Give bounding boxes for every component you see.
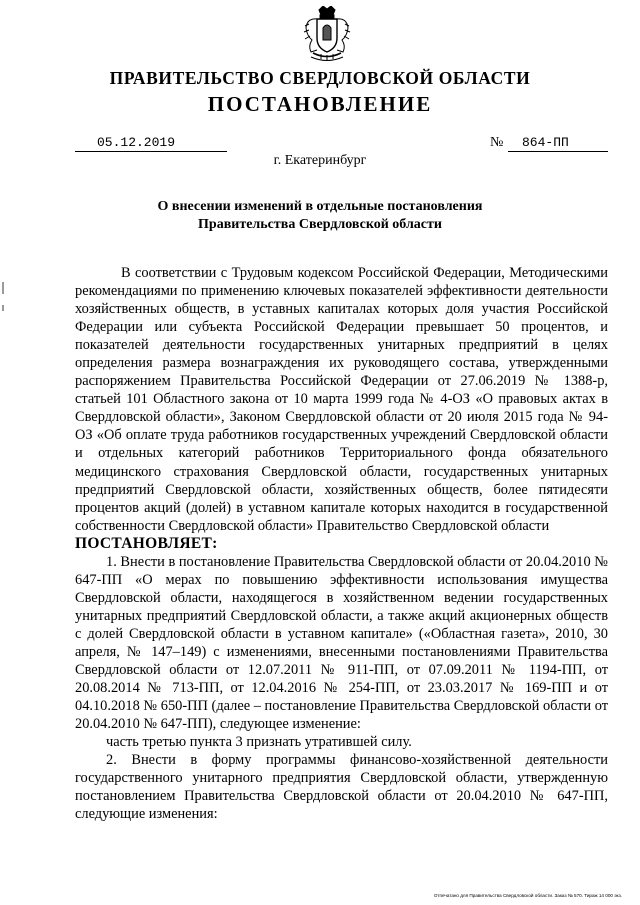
item-1-subparagraph: часть третью пункта 3 признать утратившей силу. (106, 734, 412, 751)
document-city: г. Екатеринбург (273, 153, 367, 168)
document-number: 864-ПП (508, 134, 608, 152)
item-1-paragraph: 1. Внести в постановление Правительства Свердловской области от 20.04.2010 № 647-ПП «О мерах по повышению эффективности использования имущества Свердловской области, находящегося в хозяйственном ведении государственных унитарных предприятий Свердловской области, а также акций акционерных обществ с долей Свердловской области в уставном капитале» («Областная газета», 2010, 30 апреля, № 147–149) с изменениями, внесенными постановлениями Правительства Свердловской области от 12.07.2011 № 911-ПП, от 07.09.2011 № 1194-ПП, от 20.08.2014 № 713-ПП, от 12.04.2016 № 254-ПП, от 23.03.2017 № 169-ПП и от 04.10.2018 № 650-ПП (далее – постановление Правительства Свердловской области от 20.04.2010 № 647-ПП), следующее изменение: (75, 553, 608, 733)
document-body (75, 264, 608, 823)
margin-mark (2, 305, 4, 311)
document-type: ПОСТАНОВЛЕНИЕ (207, 92, 433, 116)
item-2-paragraph: 2. Внести в форму программы финансово-хозяйственной деятельности государственного унитарного предприятия Свердловской области, утвержденную постановлением Правительства Свердловской области от 20.04.2010 № 647-ПП, следующие изменения: (75, 752, 608, 823)
preamble-paragraph: В соответствии с Трудовым кодексом Российской Федерации, Методическими рекомендациями по применению ключевых показателей эффективности деятельности хозяйственных обществ, в уставных капиталах которых доля участия Российской Федерации или субъекта Российской Федерации превышает 50 процентов, и показателей деятельности государственных унитарных предприятий в целях определения размера вознаграждения их руководящего состава, утвержденными распоряжением Правительства Российской Федерации от 27.06.2019 № 1388-р, статьей 101 Областного закона от 10 марта 1999 года № 4-ОЗ «О правовых актах в Свердловской области», Законом Свердловской области от 20 июля 2015 года № 94-ОЗ «Об оплате труда работников государственных учреждений Свердловской области и отдельных категорий работников Территориального фонда обязательного медицинского страхования Свердловской области, государственных унитарных предприятий Свердловской области, хозяйственных обществ, более пятидесяти процентов акций (долей) в уставном капитале которых находится в государственной собственности Свердловской области» Правительство Свердловской области (75, 265, 608, 534)
title-line-1: О внесении изменений в отдельные постановления (157, 199, 483, 214)
document-date: 05.12.2019 (75, 134, 227, 152)
title-line-2: Правительства Свердловской области (198, 217, 442, 232)
resolves-heading: ПОСТАНОВЛЯЕТ: (75, 534, 218, 552)
print-footer-note: Отпечатано для Правительства Свердловской области. Заказ № 570. Тираж 14 000 экз. (433, 893, 622, 898)
document-title (0, 198, 640, 234)
number-label: № (490, 135, 504, 150)
organization-name: ПРАВИТЕЛЬСТВО СВЕРДЛОВСКОЙ ОБЛАСТИ (109, 68, 531, 88)
margin-mark (2, 282, 4, 294)
coat-of-arms-icon (303, 6, 351, 64)
